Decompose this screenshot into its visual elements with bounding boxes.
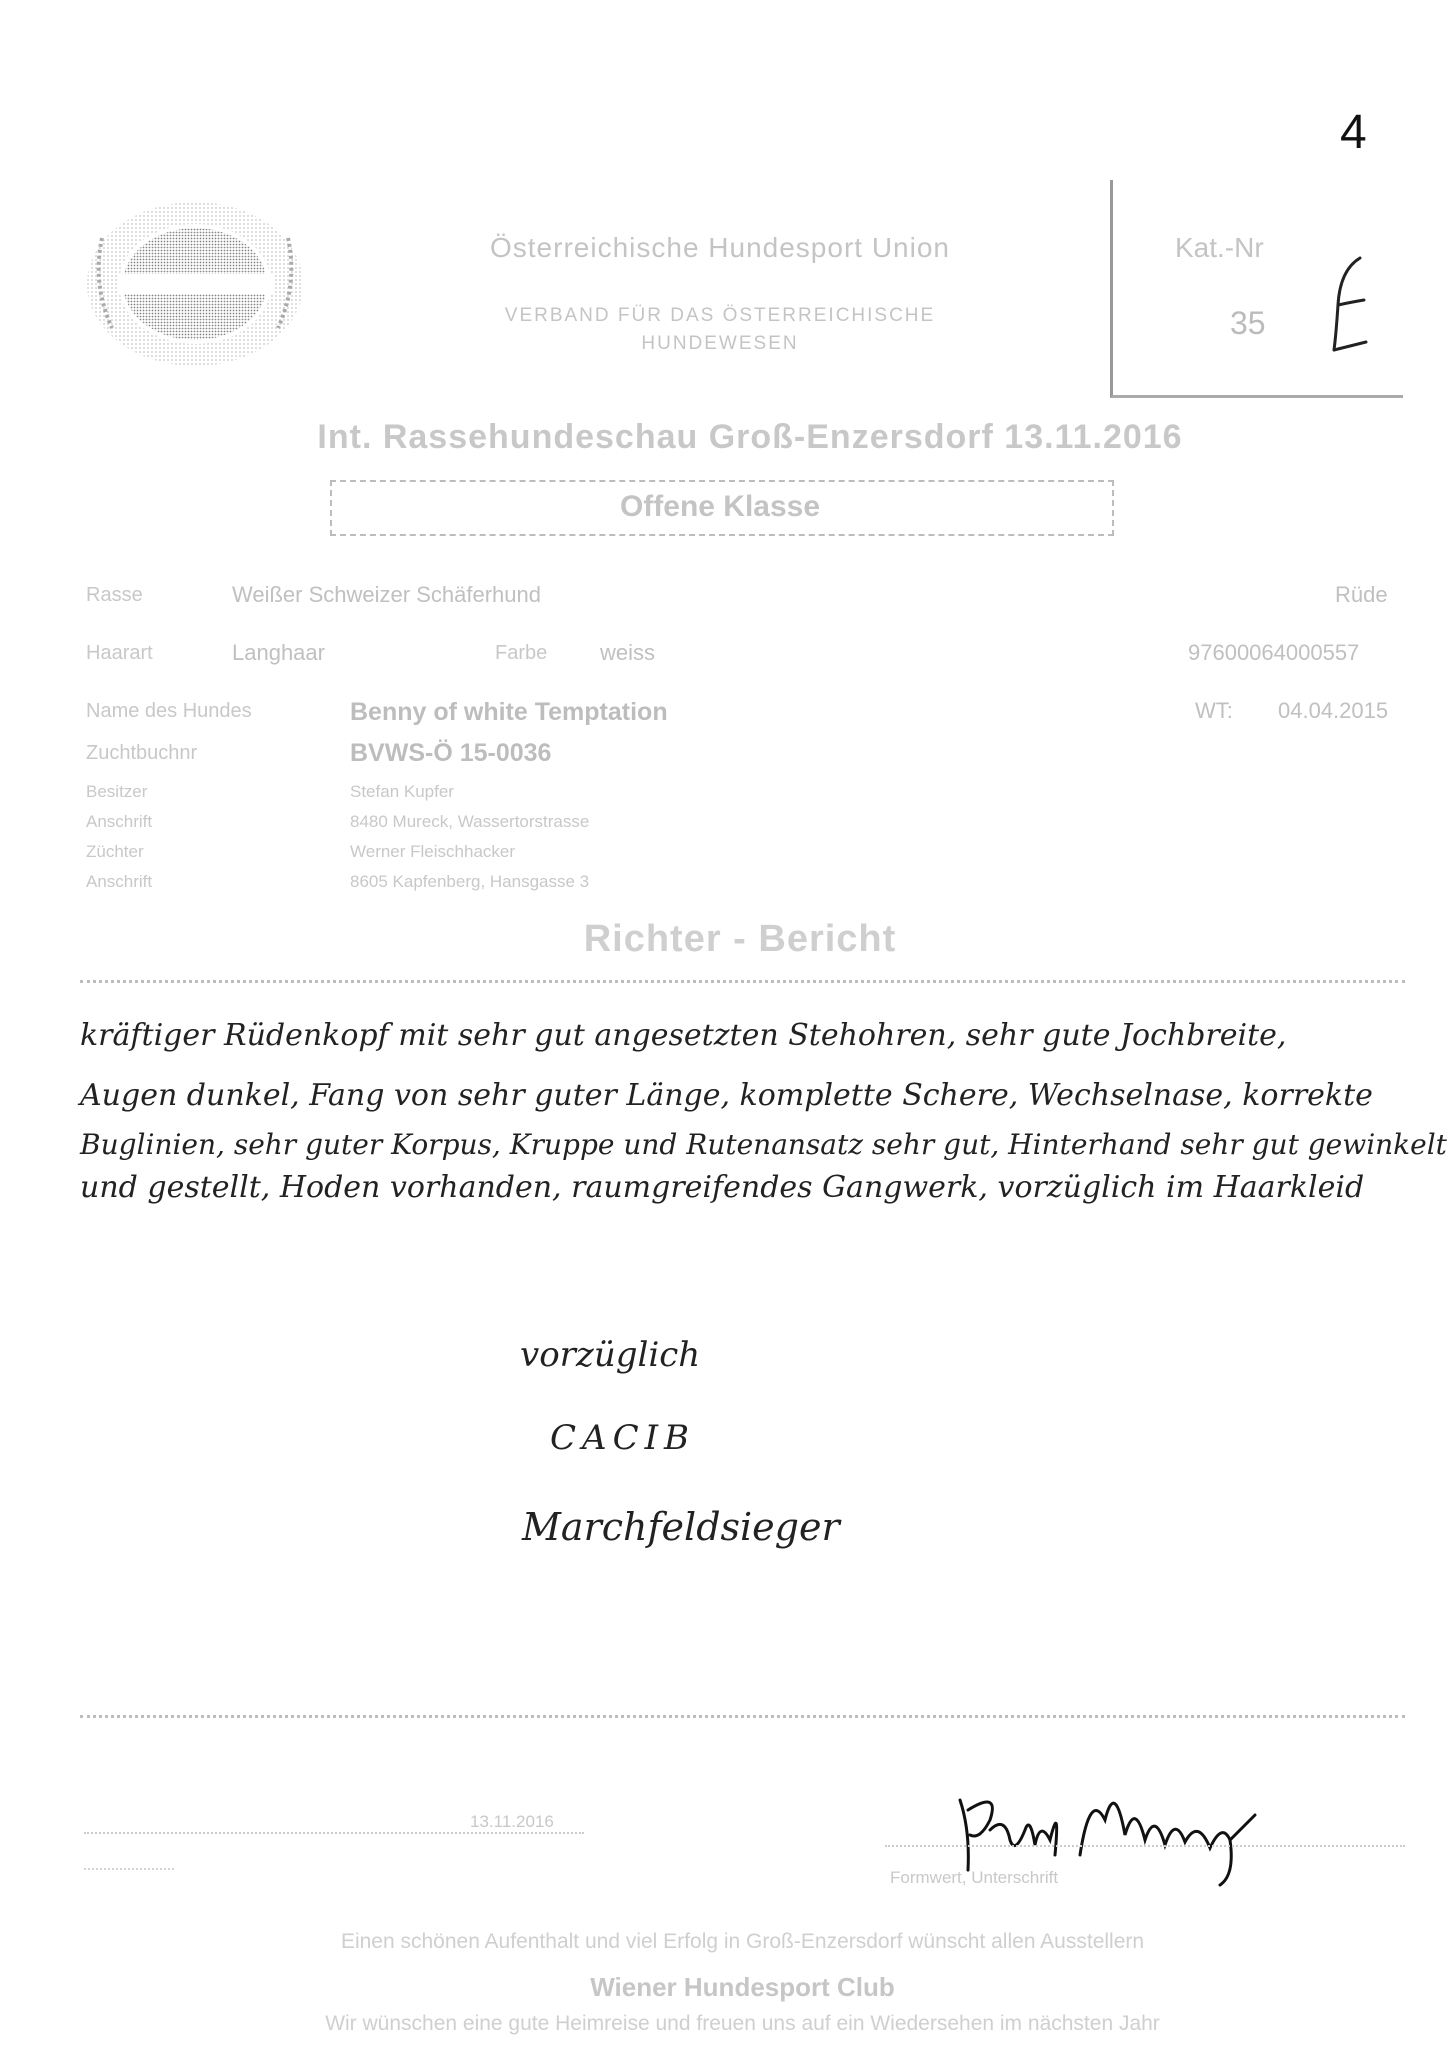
color-value: weiss (600, 640, 656, 665)
chip-number: 97600064000557 (1188, 640, 1360, 665)
breeder-address-value: 8605 Kapfenberg, Hansgasse 3 (350, 872, 590, 891)
catalog-number: 35 (1230, 305, 1266, 341)
verdict-title: Marchfeldsieger (522, 1505, 840, 1549)
report-line: Buglinien, sehr guter Korpus, Kruppe und Rutenansatz sehr gut, Hinterhand sehr gut gewinkelt (80, 1128, 1447, 1161)
page-number: 4 (1340, 106, 1367, 159)
catalog-label: Kat.-Nr (1175, 232, 1264, 263)
footer-farewell: Wir wünschen eine gute Heimreise und freuen uns auf ein Wiedersehen im nächsten Jahr (325, 2012, 1160, 2035)
handwritten-e-mark (1320, 250, 1380, 360)
dog-name-label: Name des Hundes (86, 700, 252, 722)
breeder-label: Züchter (86, 842, 144, 861)
report-top-rule (80, 980, 1405, 983)
stud-book-label: Zuchtbuchnr (86, 742, 198, 764)
organisation-subtitle (420, 302, 1020, 358)
color-label: Farbe (495, 642, 548, 664)
variety-value: Langhaar (232, 640, 325, 665)
stud-book-number: BVWS-Ö 15-0036 (350, 739, 552, 767)
breed-label: Rasse (86, 584, 143, 606)
report-line: und gestellt, Hoden vorhanden, raumgreifendes Gangwerk, vorzüglich im Haarkleid (80, 1170, 1365, 1205)
dog-name-value: Benny of white Temptation (350, 698, 668, 726)
birth-label: WT: (1195, 698, 1233, 723)
class-name: Offene Klasse (619, 490, 821, 523)
place-line (84, 1868, 174, 1870)
footer-greeting: Einen schönen Aufenthalt und viel Erfolg in Groß-Enzersdorf wünscht allen Ausstellern (340, 1930, 1145, 1953)
variety-label: Haarart (86, 642, 153, 664)
report-line: Augen dunkel, Fang von sehr guter Länge, komplette Schere, Wechselnase, korrekte (80, 1078, 1373, 1113)
verdict-grade: vorzüglich (520, 1335, 701, 1375)
owner-address-label: Anschrift (86, 812, 153, 831)
verdict-cacib: CACIB (550, 1418, 695, 1458)
owner-label: Besitzer (86, 782, 148, 801)
signature-caption: Formwert, Unterschrift (890, 1868, 1059, 1887)
owner-value: Stefan Kupfer (350, 782, 454, 801)
show-title: Int. Rassehundeschau Groß-Enzersdorf 13.11.2016 (317, 418, 1183, 456)
signature-line (885, 1845, 1405, 1847)
birth-date: 04.04.2015 (1278, 698, 1389, 723)
footer-club-name: Wiener Hundesport Club (590, 1972, 895, 2002)
report-heading: Richter - Bericht (583, 918, 897, 960)
report-line: kräftiger Rüdenkopf mit sehr gut angesetzten Stehohren, sehr gute Jochbreite, (80, 1018, 1287, 1053)
union-logo-emblem (82, 198, 308, 370)
owner-address-value: 8480 Mureck, Wassertorstrasse (350, 812, 590, 831)
breeder-address-label: Anschrift (86, 872, 153, 891)
signature-date: 13.11.2016 (470, 1812, 554, 1831)
sex-value: Rüde (1335, 582, 1388, 607)
report-bottom-rule (80, 1715, 1405, 1718)
organisation-subtitle-line: HUNDEWESEN (641, 333, 799, 354)
organisation-name: Österreichische Hundesport Union (490, 232, 950, 263)
breeder-value: Werner Fleischhacker (350, 842, 516, 861)
organisation-subtitle-line: VERBAND FÜR DAS ÖSTERREICHISCHE (504, 305, 936, 326)
date-line (84, 1832, 584, 1834)
breed-value: Weißer Schweizer Schäferhund (232, 582, 541, 607)
